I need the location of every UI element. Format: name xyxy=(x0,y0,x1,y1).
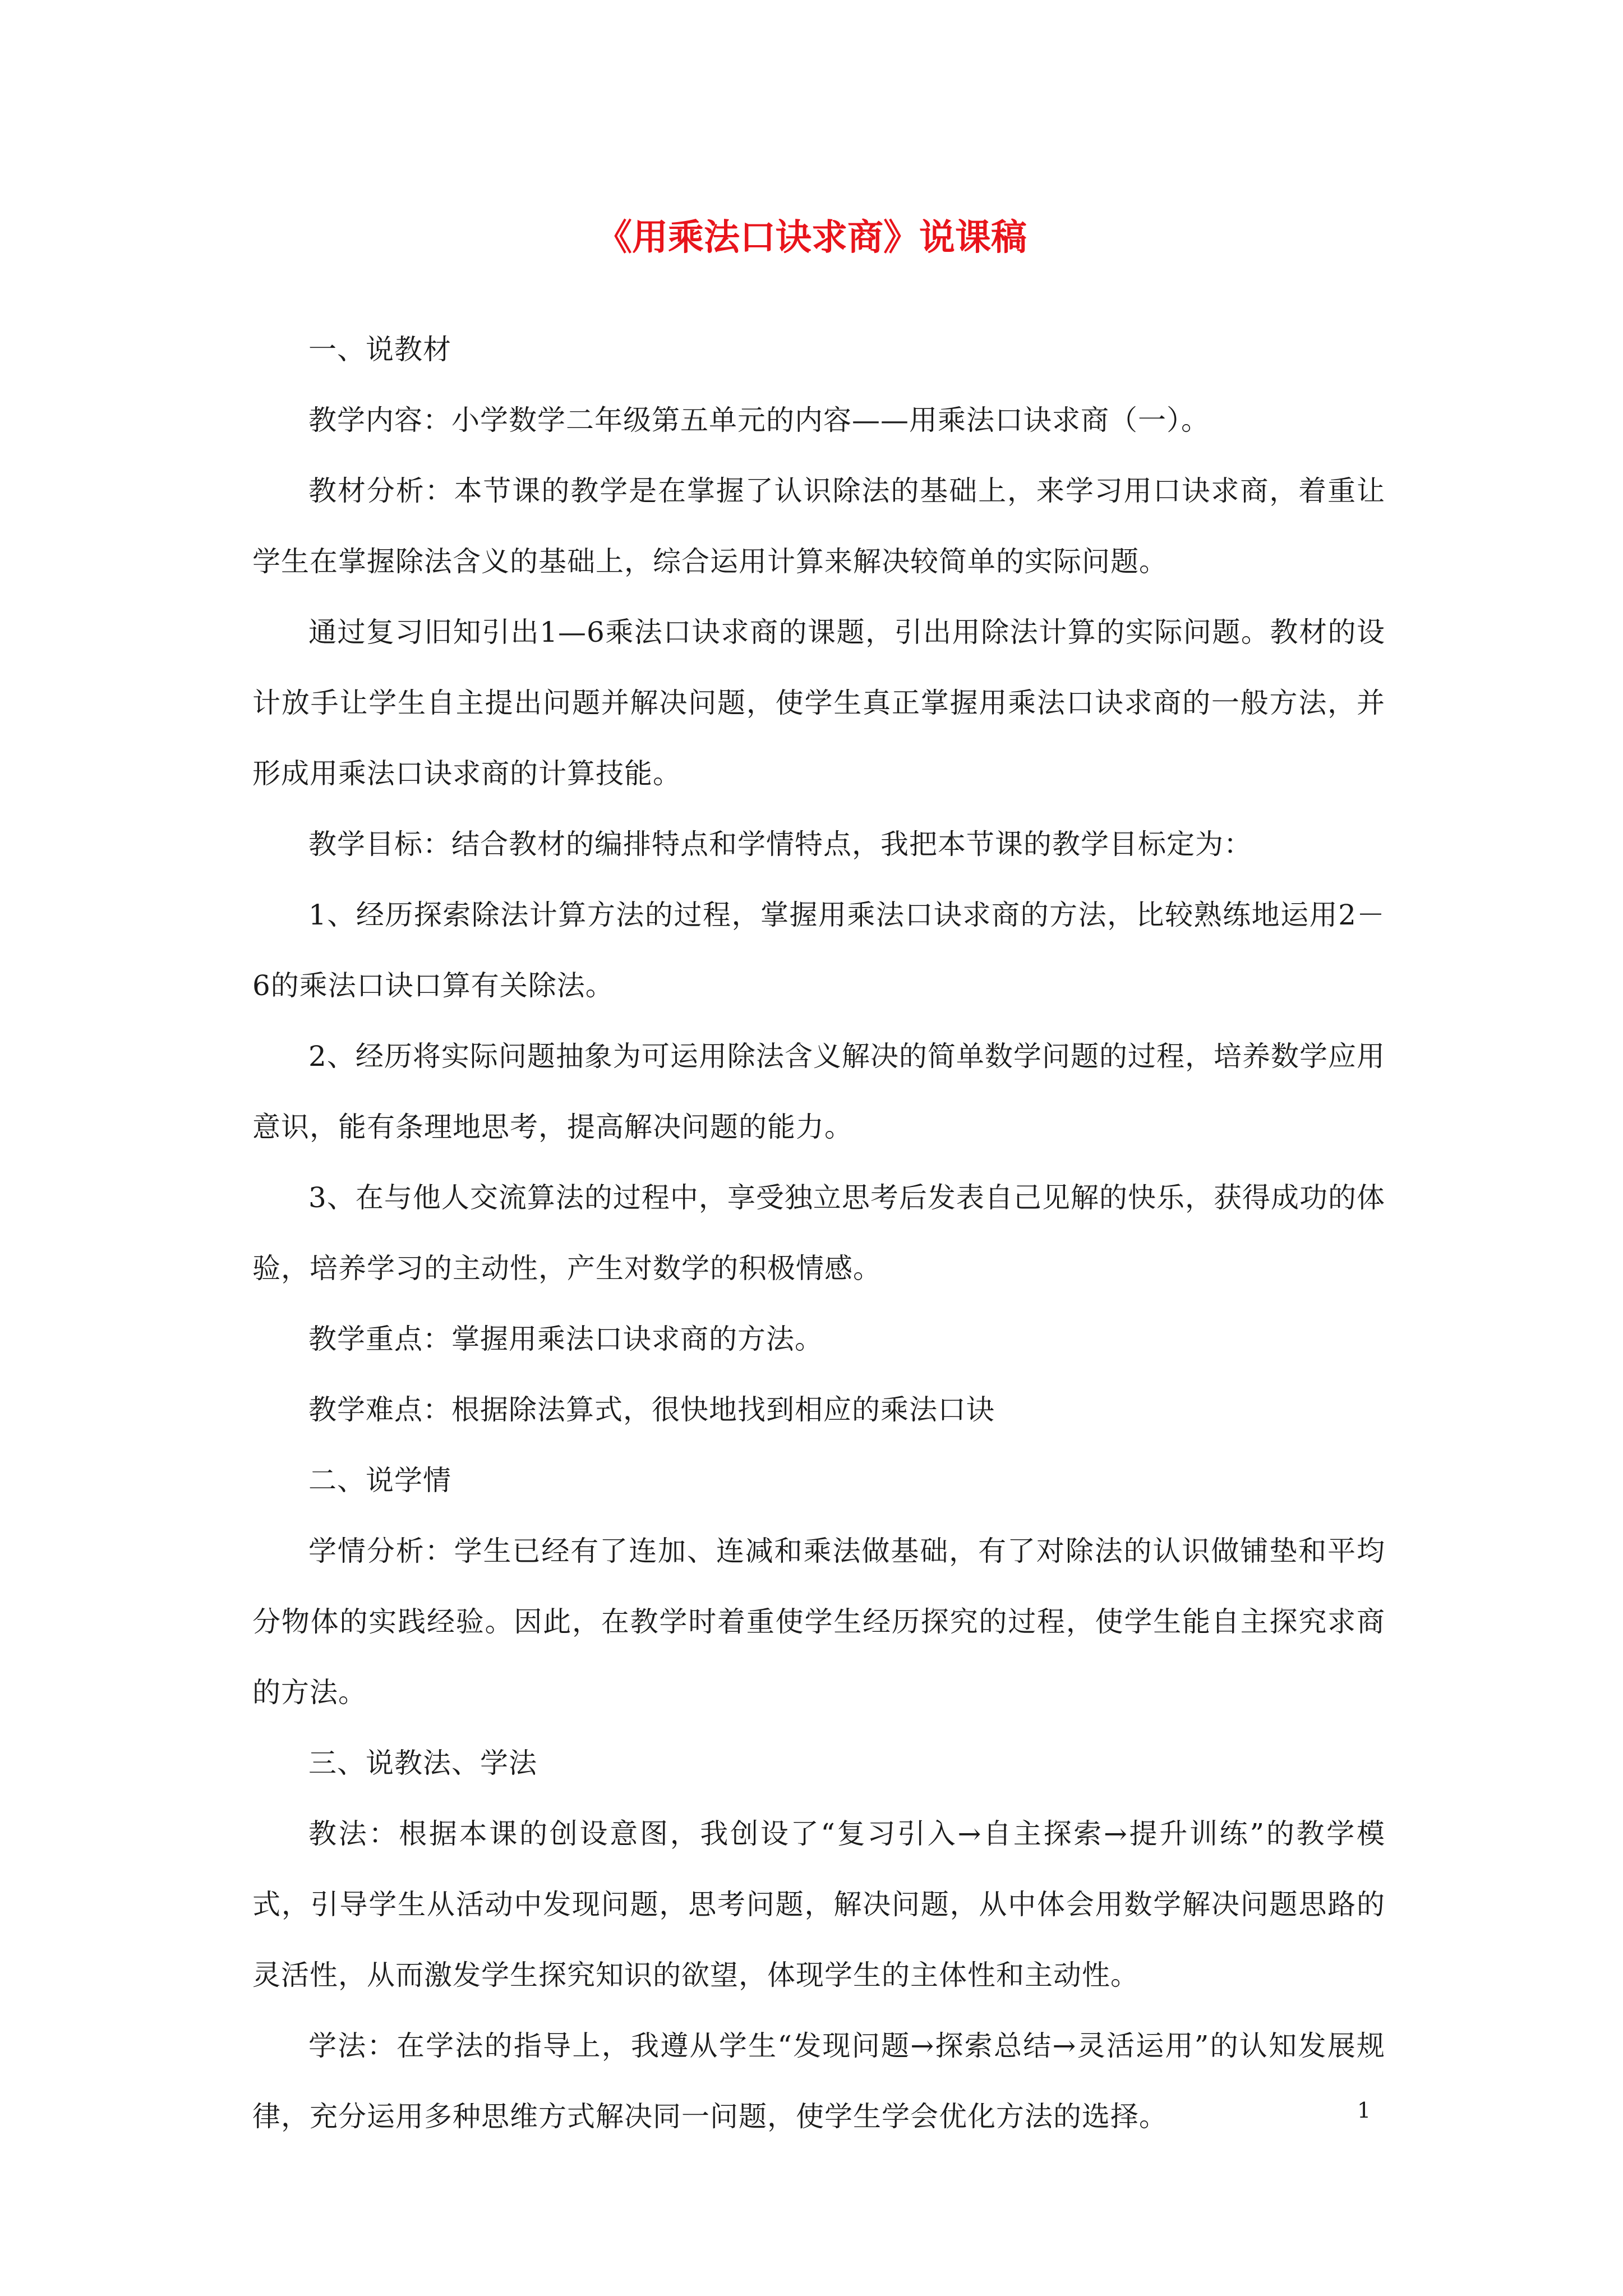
paragraph-learning-method: 学法：在学法的指导上，我遵从学生“发现问题→探索总结→灵活运用”的认知发展规律，充分运用多种思维方式解决同一问题，使学生学会优化方法的选择。 xyxy=(252,2030,1385,2133)
paragraph-goal-1: 1、经历探索除法计算方法的过程，掌握用乘法口诀求商的方法，比较熟练地运用2－6的乘法口诀口算有关除法。 xyxy=(252,899,1385,1002)
paragraph-material-analysis: 教材分析：本节课的教学是在掌握了认识除法的基础上，来学习用口诀求商，着重让学生在掌握除法含义的基础上，综合运用计算来解决较简单的实际问题。 xyxy=(252,475,1385,578)
paragraph-goal-2: 2、经历将实际问题抽象为可运用除法含义解决的简单数学问题的过程，培养数学应用意识，能有条理地思考，提高解决问题的能力。 xyxy=(252,1040,1385,1143)
paragraph-teaching-goals: 教学目标：结合教材的编排特点和学情特点，我把本节课的教学目标定为： xyxy=(308,828,1252,861)
paragraph-teaching-content: 教学内容：小学数学二年级第五单元的内容——用乘法口诀求商（一）。 xyxy=(308,404,1210,436)
section-heading-teaching-material: 一、说教材 xyxy=(308,333,451,366)
paragraph-material-design: 通过复习旧知引出1—6乘法口诀求商的课题，引出用除法计算的实际问题。教材的设计放手让学生自主提出问题并解决问题，使学生真正掌握用乘法口诀求商的一般方法，并形成用乘法口诀求商的计算技能。 xyxy=(252,616,1385,790)
paragraph-student-analysis: 学情分析：学生已经有了连加、连减和乘法做基础，有了对除法的认识做铺垫和平均分物体的实践经验。因此，在教学时着重使学生经历探究的过程，使学生能自主探究求商的方法。 xyxy=(252,1535,1385,1709)
paragraph-difficulty: 教学难点：根据除法算式，很快地找到相应的乘法口诀 xyxy=(308,1393,995,1426)
document-body xyxy=(252,314,1385,2152)
section-heading-student-situation: 二、说学情 xyxy=(308,1464,451,1497)
page-title: 《用乘法口诀求商》说课稿 xyxy=(596,217,1027,259)
paragraph-goal-3: 3、在与他人交流算法的过程中，享受独立思考后发表自己见解的快乐，获得成功的体验，培养学习的主动性，产生对数学的积极情感。 xyxy=(252,1181,1385,1285)
page-number: 1 xyxy=(1357,2098,1371,2123)
paragraph-teaching-method: 教法：根据本课的创设意图，我创设了“复习引入→自主探索→提升训练”的教学模式，引导学生从活动中发现问题，思考问题，解决问题，从中体会用数学解决问题思路的灵活性，从而激发学生探究知识的欲望，体现学生的主体性和主动性。 xyxy=(252,1818,1385,1991)
paragraph-key-point: 教学重点：掌握用乘法口诀求商的方法。 xyxy=(308,1323,823,1355)
section-heading-methods: 三、说教法、学法 xyxy=(308,1747,537,1779)
